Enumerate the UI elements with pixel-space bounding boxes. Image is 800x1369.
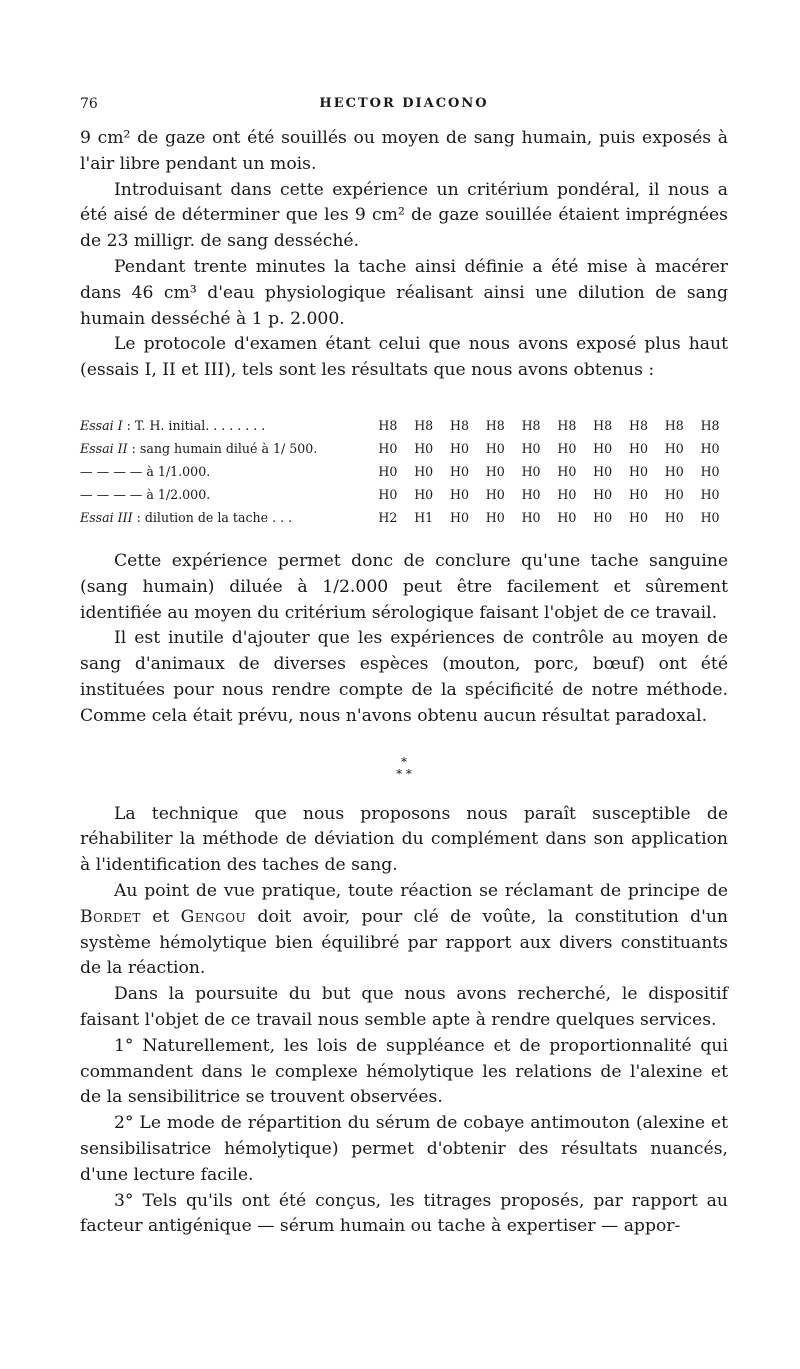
table-cell: H0 (628, 486, 648, 502)
table-cell: H0 (593, 463, 613, 479)
author-name: Gengou (180, 906, 247, 927)
paragraph: 1° Naturellement, les lois de suppléance et de proportionnalité qui commandent dans le complexe hémolytique les relations de l'alexine et de la sensibilitrice se trouvent observées. (80, 1035, 728, 1108)
paragraph: 9 cm² de gaze ont été souillés ou moyen de sang humain, puis exposés à l'air libre pendant un mois. (80, 128, 728, 174)
table-cell: H0 (449, 509, 469, 525)
page-number: 76 (80, 96, 98, 112)
paragraph: Pendant trente minutes la tache ainsi définie a été mise à macérer dans 46 cm³ d'eau physiologique réalisant ainsi une dilution de sang humain desséché à 1 p. 2.000. (80, 256, 728, 329)
text-run: doit avoir, pour clé de voûte, la constitution d'un système hémolytique bien équilibré par rapport aux divers constituants de la réaction. (80, 906, 728, 979)
paragraph: Dans la poursuite du but que nous avons recherché, le dispositif faisant l'objet de ce travail nous semble apte à rendre quelques services. (80, 984, 728, 1030)
table-cell: H8 (378, 417, 398, 433)
table-cell: H0 (557, 509, 577, 525)
table-row (80, 437, 728, 460)
table-cell: H0 (593, 486, 613, 502)
table-cell: H0 (664, 463, 684, 479)
table-cell: H0 (521, 440, 541, 456)
table-cell: H0 (449, 486, 469, 502)
table-cell: H8 (414, 417, 434, 433)
paragraph: 2° Le mode de répartition du sérum de cobaye antimouton (alexine et sensibilisatrice hémolytique) permet d'obtenir des résultats nuancés, d'une lecture facile. (80, 1113, 728, 1185)
paragraph: 3° Tels qu'ils ont été conçus, les titrages proposés, par rapport au facteur antigénique — sérum humain ou tache à expertiser — appor- (80, 1190, 728, 1237)
row-label (80, 483, 370, 506)
row-description: — — — — à 1/2.000. (80, 486, 211, 502)
table-cell: H0 (700, 463, 720, 479)
table-cell: H0 (414, 440, 434, 456)
table-cell: H0 (593, 509, 613, 525)
table-cell: H0 (628, 440, 648, 456)
table-cell: H0 (485, 486, 505, 502)
asterism-top: * (401, 754, 407, 769)
paragraph: Introduisant dans cette expérience un critérium pondéral, il nous a été aisé de déterminer que les 9 cm² de gaze souillée étaient imprégnées de 23 milligr. de sang desséché. (80, 179, 728, 252)
table-cell: H2 (378, 509, 398, 525)
paragraph (80, 879, 728, 982)
table-cell: H0 (485, 440, 505, 456)
table-cell: H0 (700, 486, 720, 502)
table-cell: H0 (378, 440, 398, 456)
text-run: Au point de vue pratique, toute réaction se réclamant de principe de (114, 880, 728, 901)
table-cell: H0 (700, 509, 720, 525)
paragraph: La technique que nous proposons nous paraît susceptible de réhabiliter la méthode de déviation du complément dans son application à l'identification des taches de sang. (80, 803, 728, 876)
table-cell: H0 (557, 440, 577, 456)
table-cell: H0 (485, 463, 505, 479)
table-cell: H0 (485, 509, 505, 525)
paragraph: Le protocole d'examen étant celui que nous avons exposé plus haut (essais I, II et III), tels sont les résultats que nous avons obtenus : (80, 334, 728, 381)
table-cell: H0 (414, 486, 434, 502)
row-label (80, 437, 370, 460)
page (80, 96, 728, 1240)
paragraph: Il est inutile d'ajouter que les expériences de contrôle au moyen de sang d'animaux de diverses espèces (mouton, porc, bœuf) ont été instituées pour nous rendre compte de la spécificité de notre méthode. Comme cela était prévu, nous n'avons obtenu aucun résultat paradoxal. (80, 628, 728, 726)
essai-label: Essai II (80, 440, 128, 456)
table-row (80, 506, 728, 529)
essai-label: Essai III (80, 509, 133, 525)
text-run: et (140, 906, 181, 927)
table-row (80, 414, 728, 437)
table-cell: H0 (628, 509, 648, 525)
table-cell: H0 (664, 486, 684, 502)
table-row (80, 483, 728, 506)
table-row (80, 460, 728, 483)
paragraph: Cette expérience permet donc de conclure qu'une tache sanguine (sang humain) diluée à 1/2.000 peut être facilement et sûrement identifiée au moyen du critérium sérologique faisant l'objet de ce travail. (80, 550, 728, 623)
running-head: HECTOR DIACONO (319, 96, 489, 111)
author-name: Bordet (80, 906, 141, 927)
table-cell: H8 (521, 417, 541, 433)
table-cell: H0 (521, 486, 541, 502)
section-separator (80, 756, 728, 780)
table-cell: H0 (664, 440, 684, 456)
table-cell: H0 (521, 463, 541, 479)
table-cell: H0 (378, 463, 398, 479)
table-cell: H1 (414, 509, 434, 525)
table-cell: H8 (449, 417, 469, 433)
table-cell: H0 (414, 463, 434, 479)
table-cell: H0 (378, 486, 398, 502)
essai-label: Essai I (80, 417, 123, 433)
row-description: : sang humain dilué à 1/ 500. (127, 440, 318, 456)
row-label (80, 460, 370, 483)
table-cell: H0 (664, 509, 684, 525)
table-cell: H0 (449, 440, 469, 456)
table-cell: H0 (593, 440, 613, 456)
asterism-bottom: * * (396, 766, 412, 781)
page-header (80, 96, 728, 120)
table-cell: H0 (700, 440, 720, 456)
table-cell: H0 (521, 509, 541, 525)
table-cell: H8 (700, 417, 720, 433)
table-cell: H8 (485, 417, 505, 433)
table-cell: H8 (664, 417, 684, 433)
table-cell: H8 (593, 417, 613, 433)
table-cell: H0 (449, 463, 469, 479)
row-label (80, 414, 370, 437)
row-description: — — — — à 1/1.000. (80, 463, 211, 479)
table-cell: H0 (557, 463, 577, 479)
row-label (80, 506, 370, 529)
table-cell: H0 (628, 463, 648, 479)
table-cell: H0 (557, 486, 577, 502)
results-table (80, 414, 728, 529)
row-description: : T. H. initial. . . . . . . . (122, 417, 266, 433)
table-cell: H8 (628, 417, 648, 433)
row-description: : dilution de la tache . . . (132, 509, 293, 525)
table-cell: H8 (557, 417, 577, 433)
